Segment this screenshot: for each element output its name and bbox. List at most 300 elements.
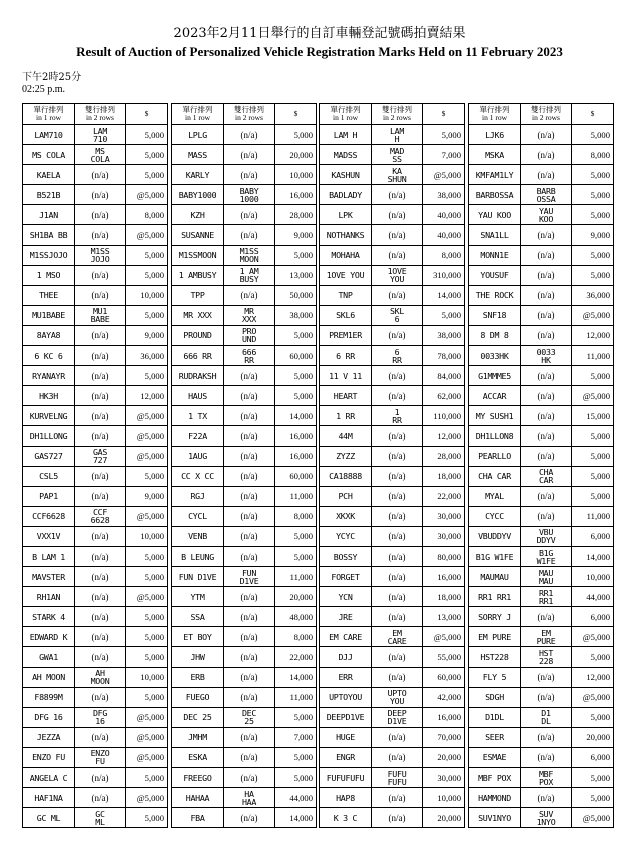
- mark-double-row: (n/a): [75, 526, 126, 546]
- mark-double-row: (n/a): [521, 325, 572, 345]
- price-cell: 5,000: [275, 546, 317, 566]
- price-cell: 6,000: [572, 526, 614, 546]
- mark-single-row: B LAM 1: [23, 546, 75, 566]
- price-cell: @5,000: [126, 406, 168, 426]
- mark-double-row: (n/a): [224, 667, 275, 687]
- price-cell: 13,000: [275, 265, 317, 285]
- table-row: [172, 426, 317, 446]
- price-cell: 12,000: [572, 325, 614, 345]
- table-row: [320, 647, 465, 667]
- mark-double-row: B1G W1FE: [521, 546, 572, 566]
- table-row: [172, 406, 317, 426]
- mark-single-row: CYCL: [172, 506, 224, 526]
- mark-single-row: FLY 5: [469, 667, 521, 687]
- mark-single-row: 0033HK: [469, 346, 521, 366]
- mark-double-row: YAU KOO: [521, 205, 572, 225]
- mark-double-row: (n/a): [75, 768, 126, 788]
- price-cell: @5,000: [126, 788, 168, 808]
- mark-double-row: UPTO YOU: [372, 687, 423, 707]
- mark-single-row: KURVELNG: [23, 406, 75, 426]
- results-block: [319, 103, 465, 828]
- mark-double-row: (n/a): [224, 587, 275, 607]
- mark-double-row: MR XXX: [224, 305, 275, 325]
- mark-double-row: FUN D1VE: [224, 567, 275, 587]
- price-cell: 16,000: [275, 185, 317, 205]
- mark-single-row: EM PURE: [469, 627, 521, 647]
- mark-double-row: (n/a): [75, 788, 126, 808]
- mark-double-row: (n/a): [75, 386, 126, 406]
- mark-double-row: (n/a): [224, 526, 275, 546]
- table-row: [172, 446, 317, 466]
- mark-single-row: PAP1: [23, 486, 75, 506]
- table-row: [469, 426, 614, 446]
- mark-single-row: 6 RR: [320, 346, 372, 366]
- table-row: [23, 406, 168, 426]
- table-row: [23, 587, 168, 607]
- mark-double-row: BABY 1000: [224, 185, 275, 205]
- mark-double-row: BARB OSSA: [521, 185, 572, 205]
- mark-single-row: VXX1V: [23, 526, 75, 546]
- mark-double-row: (n/a): [372, 667, 423, 687]
- mark-double-row: (n/a): [372, 587, 423, 607]
- mark-single-row: HAMMOND: [469, 788, 521, 808]
- table-row: [469, 808, 614, 828]
- mark-double-row: (n/a): [224, 486, 275, 506]
- mark-double-row: (n/a): [75, 627, 126, 647]
- table-row: [469, 245, 614, 265]
- table-row: [23, 125, 168, 145]
- mark-single-row: FORGET: [320, 567, 372, 587]
- mark-double-row: (n/a): [372, 205, 423, 225]
- mark-double-row: (n/a): [372, 546, 423, 566]
- table-row: [23, 747, 168, 767]
- page-title-en: Result of Auction of Personalized Vehicle Registration Marks Held on 11 February 2023: [76, 44, 563, 59]
- mark-double-row: (n/a): [521, 125, 572, 145]
- table-row: [23, 667, 168, 687]
- mark-single-row: F8899M: [23, 687, 75, 707]
- mark-single-row: LJK6: [469, 125, 521, 145]
- mark-double-row: M1SS JOJO: [75, 245, 126, 265]
- mark-double-row: (n/a): [372, 808, 423, 828]
- mark-single-row: CA18888: [320, 466, 372, 486]
- price-cell: @5,000: [423, 165, 465, 185]
- mark-single-row: MOHAHA: [320, 245, 372, 265]
- table-row: [469, 346, 614, 366]
- mark-double-row: (n/a): [75, 727, 126, 747]
- price-cell: 5,000: [126, 366, 168, 386]
- price-cell: 5,000: [572, 265, 614, 285]
- table-row: [172, 466, 317, 486]
- mark-double-row: (n/a): [224, 647, 275, 667]
- header-price: $: [275, 104, 317, 125]
- price-cell: 38,000: [423, 325, 465, 345]
- mark-single-row: YAU KOO: [469, 205, 521, 225]
- table-row: [320, 346, 465, 366]
- mark-single-row: ERB: [172, 667, 224, 687]
- price-cell: 14,000: [572, 546, 614, 566]
- price-cell: 9,000: [572, 225, 614, 245]
- mark-single-row: GWA1: [23, 647, 75, 667]
- table-row: [320, 667, 465, 687]
- table-row: [469, 225, 614, 245]
- price-cell: 18,000: [423, 466, 465, 486]
- mark-single-row: MYAL: [469, 486, 521, 506]
- price-cell: 8,000: [275, 506, 317, 526]
- table-row: [172, 587, 317, 607]
- price-cell: 60,000: [423, 667, 465, 687]
- mark-double-row: (n/a): [521, 687, 572, 707]
- price-cell: @5,000: [126, 446, 168, 466]
- price-cell: 5,000: [126, 546, 168, 566]
- header-double-row: 雙行排列 in 2 rows: [521, 104, 572, 125]
- table-row: [23, 607, 168, 627]
- mark-single-row: 44M: [320, 426, 372, 446]
- price-cell: 15,000: [572, 406, 614, 426]
- price-cell: 80,000: [423, 546, 465, 566]
- mark-double-row: (n/a): [75, 165, 126, 185]
- table-row: [320, 727, 465, 747]
- mark-single-row: JEZZA: [23, 727, 75, 747]
- mark-double-row: (n/a): [372, 747, 423, 767]
- header-row: [320, 104, 465, 125]
- mark-single-row: JRE: [320, 607, 372, 627]
- price-cell: 40,000: [423, 225, 465, 245]
- price-cell: 6,000: [572, 747, 614, 767]
- price-cell: 5,000: [572, 768, 614, 788]
- table-row: [172, 346, 317, 366]
- price-cell: 13,000: [423, 607, 465, 627]
- mark-double-row: (n/a): [521, 245, 572, 265]
- mark-single-row: SDGH: [469, 687, 521, 707]
- price-cell: 5,000: [423, 125, 465, 145]
- table-row: [469, 165, 614, 185]
- price-cell: 5,000: [126, 647, 168, 667]
- mark-double-row: (n/a): [521, 747, 572, 767]
- mark-double-row: (n/a): [521, 426, 572, 446]
- mark-single-row: PREM1ER: [320, 325, 372, 345]
- table-row: [23, 788, 168, 808]
- price-cell: 5,000: [572, 165, 614, 185]
- mark-double-row: (n/a): [224, 808, 275, 828]
- price-cell: 12,000: [423, 426, 465, 446]
- mark-double-row: (n/a): [75, 406, 126, 426]
- mark-single-row: JHW: [172, 647, 224, 667]
- price-cell: 5,000: [572, 707, 614, 727]
- table-row: [469, 265, 614, 285]
- table-row: [23, 506, 168, 526]
- table-row: [469, 627, 614, 647]
- mark-single-row: UPTOYOU: [320, 687, 372, 707]
- price-cell: 78,000: [423, 346, 465, 366]
- mark-single-row: MSKA: [469, 145, 521, 165]
- table-row: [320, 567, 465, 587]
- mark-double-row: (n/a): [521, 265, 572, 285]
- mark-single-row: F22A: [172, 426, 224, 446]
- price-cell: 5,000: [275, 325, 317, 345]
- mark-double-row: (n/a): [521, 165, 572, 185]
- price-cell: @5,000: [126, 185, 168, 205]
- mark-double-row: 1 RR: [372, 406, 423, 426]
- table-row: [172, 667, 317, 687]
- price-cell: @5,000: [126, 587, 168, 607]
- table-row: [320, 707, 465, 727]
- table-row: [320, 185, 465, 205]
- mark-double-row: EM PURE: [521, 627, 572, 647]
- price-cell: 20,000: [572, 727, 614, 747]
- table-row: [320, 526, 465, 546]
- header-single-row: 單行排列 in 1 row: [23, 104, 75, 125]
- mark-single-row: SSA: [172, 607, 224, 627]
- mark-double-row: HA HAA: [224, 788, 275, 808]
- mark-double-row: GC ML: [75, 808, 126, 828]
- price-cell: 22,000: [275, 647, 317, 667]
- mark-single-row: CHA CAR: [469, 466, 521, 486]
- price-cell: 28,000: [423, 446, 465, 466]
- table-row: [320, 486, 465, 506]
- mark-single-row: CC X CC: [172, 466, 224, 486]
- mark-double-row: CHA CAR: [521, 466, 572, 486]
- price-cell: @5,000: [423, 627, 465, 647]
- price-cell: 8,000: [275, 627, 317, 647]
- mark-double-row: (n/a): [372, 788, 423, 808]
- table-row: [23, 285, 168, 305]
- table-row: [172, 707, 317, 727]
- mark-double-row: (n/a): [75, 647, 126, 667]
- table-row: [172, 225, 317, 245]
- mark-double-row: (n/a): [372, 567, 423, 587]
- mark-single-row: EDWARD K: [23, 627, 75, 647]
- mark-single-row: SNA1LL: [469, 225, 521, 245]
- mark-single-row: HUGE: [320, 727, 372, 747]
- table-row: [469, 788, 614, 808]
- mark-single-row: YOUSUF: [469, 265, 521, 285]
- table-row: [172, 205, 317, 225]
- mark-double-row: (n/a): [75, 546, 126, 566]
- mark-single-row: DH1LLONG: [23, 426, 75, 446]
- mark-double-row: (n/a): [521, 406, 572, 426]
- price-cell: 8,000: [126, 205, 168, 225]
- mark-double-row: MAD SS: [372, 145, 423, 165]
- mark-double-row: (n/a): [224, 506, 275, 526]
- table-row: [23, 687, 168, 707]
- table-row: [172, 386, 317, 406]
- mark-double-row: 0033 HK: [521, 346, 572, 366]
- mark-single-row: YCYC: [320, 526, 372, 546]
- mark-single-row: BOSSY: [320, 546, 372, 566]
- mark-single-row: B1G W1FE: [469, 546, 521, 566]
- mark-single-row: MONN1E: [469, 245, 521, 265]
- results-block: [22, 103, 168, 828]
- price-cell: 16,000: [423, 567, 465, 587]
- price-cell: @5,000: [572, 305, 614, 325]
- table-row: [172, 486, 317, 506]
- table-row: [320, 325, 465, 345]
- mark-single-row: FREEGO: [172, 768, 224, 788]
- price-cell: @5,000: [126, 225, 168, 245]
- table-row: [469, 285, 614, 305]
- mark-single-row: HST228: [469, 647, 521, 667]
- price-cell: 5,000: [126, 687, 168, 707]
- price-cell: 84,000: [423, 366, 465, 386]
- table-row: [320, 747, 465, 767]
- table-row: [320, 205, 465, 225]
- table-row: [320, 165, 465, 185]
- mark-single-row: HAP8: [320, 788, 372, 808]
- price-cell: 20,000: [275, 145, 317, 165]
- table-row: [172, 647, 317, 667]
- mark-double-row: (n/a): [224, 727, 275, 747]
- table-row: [23, 727, 168, 747]
- mark-single-row: YCN: [320, 587, 372, 607]
- price-cell: 5,000: [275, 386, 317, 406]
- mark-double-row: (n/a): [521, 788, 572, 808]
- price-cell: 5,000: [275, 125, 317, 145]
- mark-single-row: DFG 16: [23, 707, 75, 727]
- price-cell: 5,000: [572, 205, 614, 225]
- table-row: [23, 346, 168, 366]
- mark-double-row: (n/a): [372, 466, 423, 486]
- mark-single-row: SKL6: [320, 305, 372, 325]
- price-cell: 5,000: [572, 366, 614, 386]
- price-cell: 36,000: [572, 285, 614, 305]
- mark-single-row: DEC 25: [172, 707, 224, 727]
- table-row: [23, 808, 168, 828]
- table-row: [469, 366, 614, 386]
- table-row: [23, 245, 168, 265]
- price-cell: 38,000: [423, 185, 465, 205]
- table-row: [469, 647, 614, 667]
- mark-single-row: 1 TX: [172, 406, 224, 426]
- mark-single-row: GAS727: [23, 446, 75, 466]
- price-cell: 14,000: [275, 808, 317, 828]
- table-row: [172, 627, 317, 647]
- mark-double-row: (n/a): [224, 406, 275, 426]
- mark-double-row: (n/a): [372, 727, 423, 747]
- table-row: [172, 265, 317, 285]
- table-row: [469, 185, 614, 205]
- price-cell: 5,000: [126, 245, 168, 265]
- table-row: [23, 707, 168, 727]
- table-row: [469, 707, 614, 727]
- table-row: [320, 627, 465, 647]
- table-row: [469, 587, 614, 607]
- mark-double-row: 6 RR: [372, 346, 423, 366]
- table-row: [469, 125, 614, 145]
- mark-double-row: VBU DDYV: [521, 526, 572, 546]
- table-row: [469, 205, 614, 225]
- mark-single-row: BARBOSSA: [469, 185, 521, 205]
- mark-single-row: LPK: [320, 205, 372, 225]
- mark-single-row: AH MOON: [23, 667, 75, 687]
- mark-double-row: (n/a): [521, 446, 572, 466]
- table-row: [172, 567, 317, 587]
- mark-double-row: (n/a): [75, 205, 126, 225]
- price-cell: 38,000: [275, 305, 317, 325]
- price-cell: 10,000: [423, 788, 465, 808]
- mark-double-row: (n/a): [372, 366, 423, 386]
- table-row: [23, 165, 168, 185]
- mark-double-row: (n/a): [224, 386, 275, 406]
- mark-double-row: LAM 710: [75, 125, 126, 145]
- mark-double-row: (n/a): [224, 768, 275, 788]
- table-row: [469, 727, 614, 747]
- mark-double-row: (n/a): [521, 727, 572, 747]
- mark-single-row: SEER: [469, 727, 521, 747]
- header-double-row: 雙行排列 in 2 rows: [75, 104, 126, 125]
- table-row: [23, 265, 168, 285]
- mark-double-row: MU1 BABE: [75, 305, 126, 325]
- price-cell: 5,000: [275, 245, 317, 265]
- mark-single-row: G1MMME5: [469, 366, 521, 386]
- price-cell: 14,000: [423, 285, 465, 305]
- price-cell: 14,000: [275, 667, 317, 687]
- price-cell: 6,000: [572, 607, 614, 627]
- mark-single-row: D1DL: [469, 707, 521, 727]
- price-cell: 9,000: [126, 325, 168, 345]
- price-cell: 5,000: [572, 125, 614, 145]
- price-cell: 8,000: [423, 245, 465, 265]
- mark-double-row: (n/a): [224, 205, 275, 225]
- table-row: [469, 567, 614, 587]
- mark-double-row: (n/a): [372, 325, 423, 345]
- mark-double-row: (n/a): [224, 747, 275, 767]
- mark-double-row: (n/a): [75, 466, 126, 486]
- table-row: [469, 406, 614, 426]
- price-cell: 11,000: [275, 567, 317, 587]
- price-cell: 70,000: [423, 727, 465, 747]
- mark-double-row: (n/a): [75, 587, 126, 607]
- mark-single-row: MS COLA: [23, 145, 75, 165]
- table-row: [469, 667, 614, 687]
- mark-double-row: MAU MAU: [521, 567, 572, 587]
- mark-single-row: THEE: [23, 285, 75, 305]
- table-row: [469, 526, 614, 546]
- price-cell: 10,000: [126, 526, 168, 546]
- mark-double-row: (n/a): [372, 607, 423, 627]
- mark-double-row: 666 RR: [224, 346, 275, 366]
- header-price: $: [423, 104, 465, 125]
- price-cell: 5,000: [275, 707, 317, 727]
- mark-double-row: (n/a): [372, 426, 423, 446]
- mark-double-row: (n/a): [224, 225, 275, 245]
- mark-double-row: (n/a): [372, 446, 423, 466]
- price-cell: 16,000: [275, 446, 317, 466]
- mark-double-row: LAM H: [372, 125, 423, 145]
- mark-double-row: (n/a): [224, 446, 275, 466]
- mark-double-row: (n/a): [75, 366, 126, 386]
- mark-single-row: RUDRAKSH: [172, 366, 224, 386]
- mark-single-row: MR XXX: [172, 305, 224, 325]
- mark-single-row: VBUDDYV: [469, 526, 521, 546]
- table-row: [172, 808, 317, 828]
- mark-single-row: RYANAYR: [23, 366, 75, 386]
- table-row: [320, 125, 465, 145]
- mark-double-row: (n/a): [372, 647, 423, 667]
- price-cell: 5,000: [572, 466, 614, 486]
- mark-single-row: M1SSMOON: [172, 245, 224, 265]
- table-row: [469, 546, 614, 566]
- price-cell: 5,000: [572, 426, 614, 446]
- mark-double-row: (n/a): [224, 426, 275, 446]
- mark-double-row: (n/a): [75, 607, 126, 627]
- mark-single-row: RGJ: [172, 486, 224, 506]
- mark-double-row: HST 228: [521, 647, 572, 667]
- mark-single-row: 1 AMBUSY: [172, 265, 224, 285]
- mark-double-row: (n/a): [224, 366, 275, 386]
- mark-double-row: (n/a): [224, 285, 275, 305]
- mark-single-row: KARLY: [172, 165, 224, 185]
- price-cell: 10,000: [126, 667, 168, 687]
